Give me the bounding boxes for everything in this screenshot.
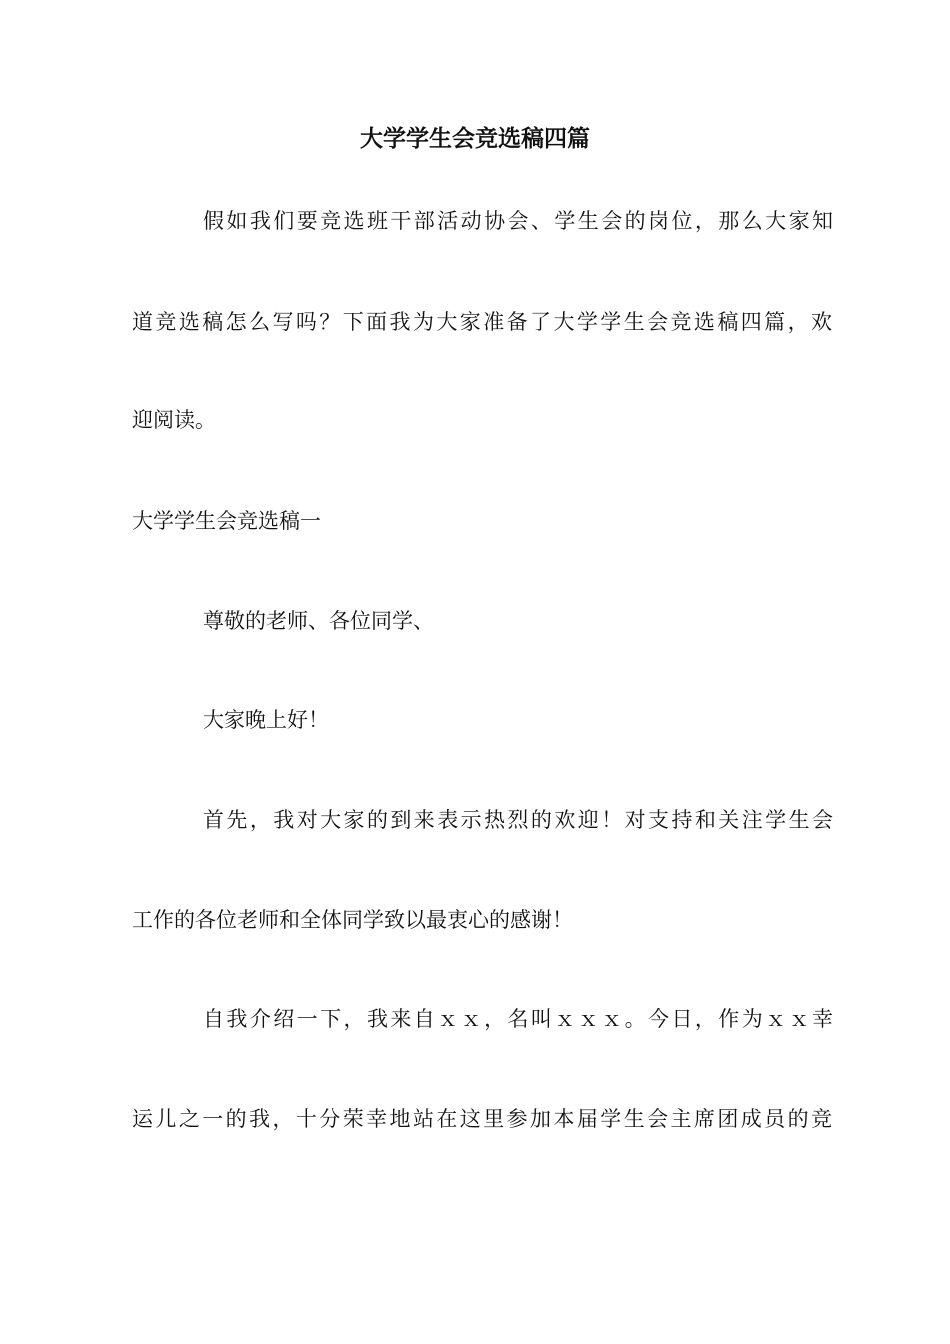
paragraph-line: 假如我们要竞选班干部活动协会、学生会的岗位，那么大家知 <box>203 209 833 233</box>
paragraph-line: 工作的各位老师和全体同学致以最衷心的感谢！ <box>132 908 573 932</box>
paragraph-line: 首先，我对大家的到来表示热烈的欢迎！对支持和关注学生会 <box>203 808 833 832</box>
section-heading: 大学学生会竞选稿一 <box>132 509 321 533</box>
document-title: 大学学生会竞选稿四篇 <box>360 126 590 152</box>
paragraph-line: 迎阅读。 <box>132 408 216 432</box>
salutation-line: 尊敬的老师、各位同学、 <box>203 609 434 633</box>
greeting-line: 大家晚上好！ <box>203 708 329 732</box>
paragraph-line: 运儿之一的我，十分荣幸地站在这里参加本届学生会主席团成员的竞 <box>132 1107 832 1131</box>
paragraph-line: 道竞选稿怎么写吗？下面我为大家准备了大学学生会竞选稿四篇，欢 <box>132 310 832 334</box>
paragraph-line: 自我介绍一下，我来自ｘｘ，名叫ｘｘｘ。今日，作为ｘｘ幸 <box>203 1007 833 1031</box>
